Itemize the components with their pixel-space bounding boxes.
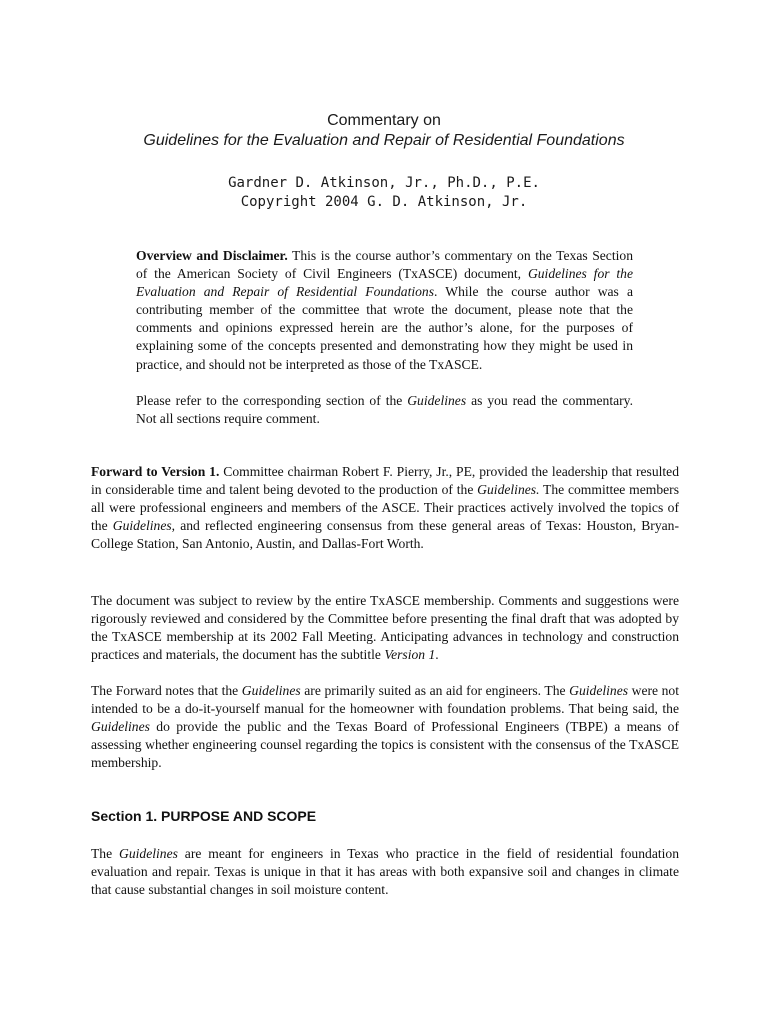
- overview-lead: Overview and Disclaimer.: [136, 248, 288, 263]
- notes-text-d: do provide the public and the Texas Board of Professional Engineers (TBPE) a means of assessing whether engineering counsel regarding the topics is consistent with the consensus of the TxASCE membership.: [91, 719, 679, 771]
- refer-text-b: as you read the commentary. Not all sections require comment.: [136, 393, 633, 427]
- section-1-heading: Section 1. PURPOSE AND SCOPE: [91, 808, 317, 824]
- overview-text-b: . While the course author was a contributing member of the committee that wrote the document, please note that the comments and opinions expressed herein are the author’s alone, for the purposes of explaining some of the concepts presented and demonstrating how they might be used in practice, and should not be interpreted as those of the TxASCE.: [136, 284, 633, 372]
- author-line: Gardner D. Atkinson, Jr., Ph.D., P.E.: [228, 175, 540, 191]
- refer-text-a: Please refer to the corresponding section of the: [136, 393, 408, 408]
- title-line-2: Guidelines for the Evaluation and Repair of Residential Foundations: [143, 132, 625, 149]
- notes-guidelines-3: Guidelines: [91, 719, 150, 735]
- notes-guidelines-2: Guidelines: [569, 683, 629, 698]
- review-version: Version 1: [384, 647, 436, 663]
- purpose-paragraph: [91, 845, 679, 899]
- forward-lead: Forward to Version 1.: [91, 464, 220, 479]
- overview-text-a: This is the course author’s commentary on the Texas Section of the American Society of Civil Engineers (TxASCE) document,: [136, 248, 633, 282]
- refer-guidelines: Guidelines: [407, 393, 467, 408]
- refer-paragraph: [136, 392, 633, 428]
- forward-text-c: , and reflected engineering consensus from these general areas of Texas: Houston, Bryan-College Station, San Antonio, Austin, and Dallas-Fort Worth.: [91, 518, 679, 552]
- forward-text-a: Committee chairman Robert F. Pierry, Jr., PE, provided the leadership that resulted in considerable time and talent being devoted to the production of the: [91, 464, 679, 498]
- purpose-guidelines: Guidelines: [119, 846, 178, 861]
- review-text-b: .: [435, 647, 439, 663]
- forward-guidelines-2: Guidelines: [112, 518, 172, 534]
- copyright-line: Copyright 2004 G. D. Atkinson, Jr.: [240, 194, 528, 210]
- forward-guidelines-1: Guidelines.: [477, 482, 540, 498]
- title-line-1: Commentary on: [327, 112, 441, 129]
- notes-text-b: are primarily suited as an aid for engineers. The: [300, 683, 570, 698]
- overview-guidelines-title: Guidelines for the Evaluation and Repair of Residential Foundations: [136, 266, 633, 300]
- overview-paragraph: [136, 247, 633, 374]
- review-text-a: The document was subject to review by the entire TxASCE membership. Comments and suggestions were rigorously reviewed and considered by the Committee before presenting the final draft that was adopted by the TxASCE membership at its 2002 Fall Meeting. Anticipating advances in technology and construction practices and materials, the document has the subtitle: [91, 593, 679, 663]
- notes-text-c: were not intended to be a do-it-yourself manual for the homeowner with foundation problems. That being said, the: [91, 683, 679, 717]
- purpose-text-b: are meant for engineers in Texas who practice in the field of residential foundation evaluation and repair. Texas is unique in that it has areas with both expansive soil and changes in climate that cause substantial changes in soil moisture content.: [91, 846, 679, 898]
- forward-paragraph: [91, 463, 679, 553]
- notes-guidelines-1: Guidelines: [241, 683, 301, 698]
- forward-notes-paragraph: [91, 682, 679, 772]
- review-paragraph: [91, 592, 679, 664]
- notes-text-a: The Forward notes that the: [91, 683, 242, 698]
- purpose-text-a: The: [91, 846, 120, 861]
- forward-text-b: The committee members all were professional engineers and members of the ASCE. Their practices actively involved the topics of the: [91, 482, 679, 534]
